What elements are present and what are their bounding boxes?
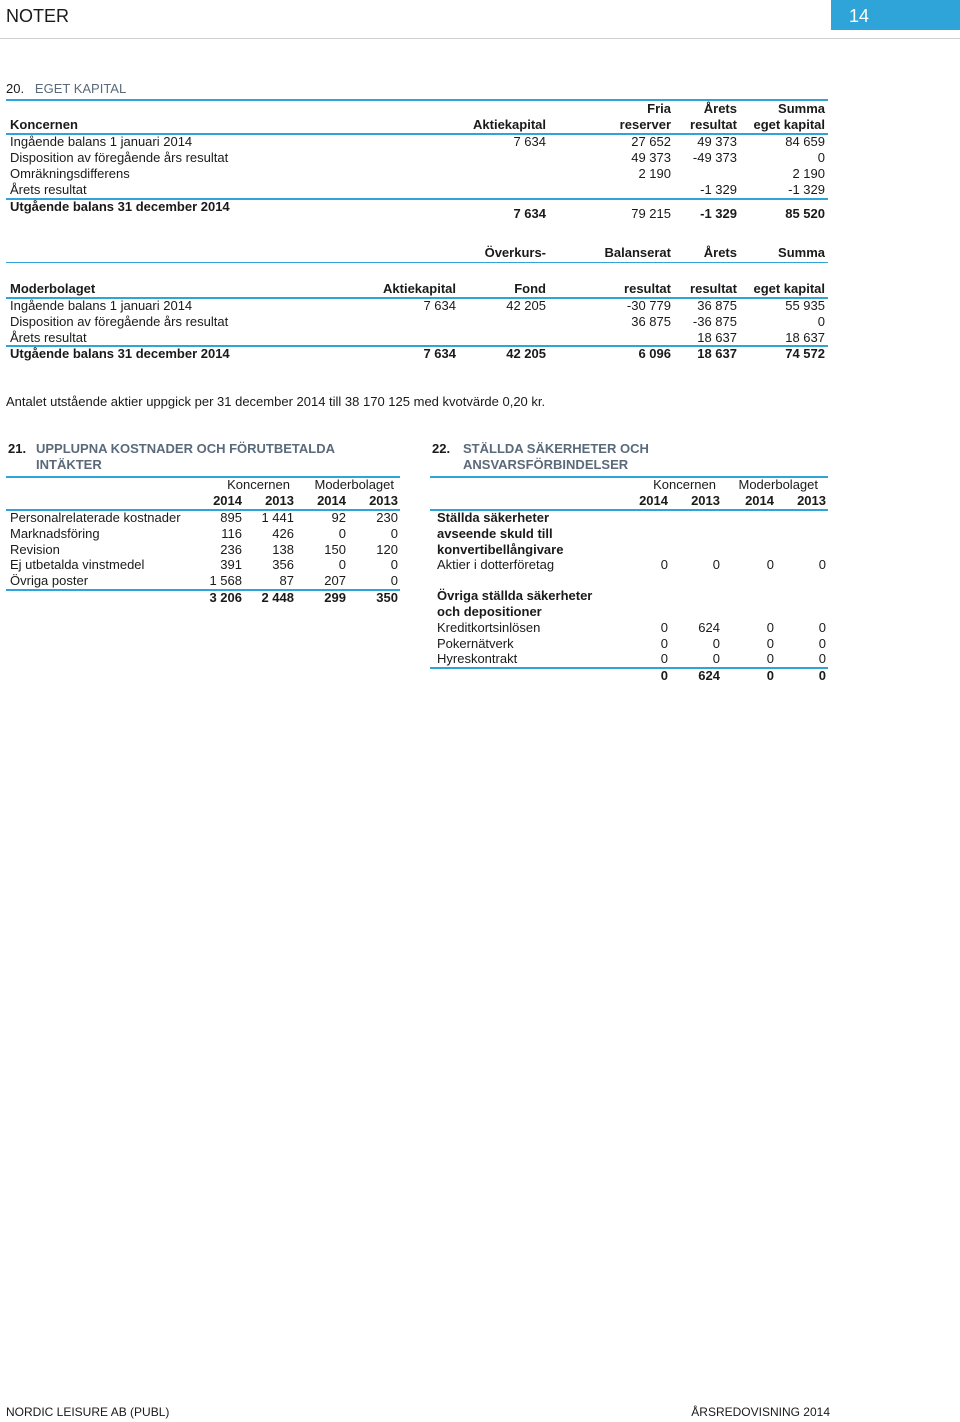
year-moderbolaget-2014: 2014: [745, 493, 774, 508]
cell-value: 0: [390, 573, 398, 588]
cell-aktiekapital: 7 634: [423, 298, 456, 313]
cell-value: 0: [712, 557, 720, 572]
total-fria-reserver: 79 215: [631, 206, 671, 221]
cell-summa: 55 935: [785, 298, 825, 313]
cell-value: 0: [818, 557, 826, 572]
footer-report: ÅRSREDOVISNING 2014: [691, 1405, 830, 1419]
cell-arets-resultat: 18 637: [697, 330, 737, 345]
row-label: Omräkningsdifferens: [10, 166, 130, 181]
note-20-number: 20.: [6, 81, 25, 96]
cell-value: 0: [818, 651, 826, 666]
footer-company: NORDIC LEISURE AB (PUBL): [6, 1405, 170, 1419]
total-aktiekapital: 7 634: [423, 346, 456, 361]
note-22-years-row: [430, 493, 850, 509]
total-balanserat-resultat: 6 096: [638, 346, 671, 361]
parent-col-balanserat-1: Balanserat: [604, 245, 671, 260]
cell-fria-reserver: 2 190: [638, 166, 671, 181]
subheading-line: Ställda säkerheter: [437, 510, 550, 525]
cell-summa: 84 659: [785, 134, 825, 149]
row-label: Årets resultat: [10, 330, 87, 345]
cell-summa: 0: [817, 314, 825, 329]
group-col-aktiekapital: Aktiekapital: [473, 117, 546, 132]
total-arets-resultat: 18 637: [697, 346, 737, 361]
cell-value: 0: [390, 526, 398, 541]
row-label: Disposition av föregående års resultat: [10, 150, 229, 165]
year-koncernen-2013: 2013: [691, 493, 720, 508]
cell-value: 0: [766, 651, 774, 666]
group-col-summa-2: eget kapital: [753, 117, 825, 132]
cell-summa: 18 637: [785, 330, 825, 345]
cell-value: 0: [766, 636, 774, 651]
total-value: 299: [324, 590, 346, 605]
year-moderbolaget-2013: 2013: [797, 493, 826, 508]
note-22-group-koncernen: Koncernen: [653, 477, 716, 492]
cell-arets-resultat: -1 329: [700, 182, 737, 197]
subheading-line: och depositioner: [437, 604, 542, 619]
group-table-label: Koncernen: [10, 117, 78, 132]
row-label: Kreditkortsinlösen: [437, 620, 541, 635]
table-row: [0, 510, 420, 526]
cell-value: 92: [331, 510, 346, 525]
parent-col-aktiekapital: Aktiekapital: [383, 281, 456, 296]
note-20-heading: EGET KAPITAL: [34, 81, 127, 96]
total-arets-resultat: -1 329: [700, 206, 737, 221]
cell-balanserat-resultat: -30 779: [626, 298, 671, 313]
year-moderbolaget-2014: 2014: [317, 493, 346, 508]
row-label: Aktier i dotterföretag: [437, 557, 555, 572]
row-label: Ej utbetalda vinstmedel: [10, 557, 145, 572]
row-label: Ingående balans 1 januari 2014: [10, 298, 193, 313]
cell-arets-resultat: 49 373: [697, 134, 737, 149]
total-value: 0: [660, 668, 668, 683]
total-aktiekapital: 7 634: [513, 206, 546, 221]
cell-value: 0: [338, 526, 346, 541]
year-koncernen-2014: 2014: [639, 493, 668, 508]
row-label: Hyreskontrakt: [437, 651, 518, 666]
note-22-heading-line1: STÄLLDA SÄKERHETER OCH: [463, 441, 649, 456]
cell-arets-resultat: -36 875: [692, 314, 737, 329]
total-summa: 85 520: [785, 206, 825, 221]
note-22-group-moderbolaget: Moderbolaget: [738, 477, 818, 492]
note-20-footnote: Antalet utstående aktier uppgick per 31 december 2014 till 38 170 125 med kvotvärde 0,20 kr.: [6, 394, 546, 409]
cell-value: 0: [818, 636, 826, 651]
page-number-box: [831, 0, 960, 30]
parent-col-summa-2: eget kapital: [753, 281, 825, 296]
note-20-title: [6, 81, 126, 96]
row-label: Revision: [10, 542, 60, 557]
parent-col-arets-1: Årets: [703, 245, 737, 260]
cell-balanserat-resultat: 36 875: [631, 314, 671, 329]
cell-arets-resultat: 36 875: [697, 298, 737, 313]
table-row: [0, 557, 420, 573]
cell-value: 391: [220, 557, 242, 572]
row-label: Utgående balans 31 december 2014: [10, 346, 230, 361]
group-col-fria-1: Fria: [647, 101, 671, 116]
year-moderbolaget-2013: 2013: [369, 493, 398, 508]
cell-value: 356: [272, 557, 294, 572]
total-summa: 74 572: [785, 346, 825, 361]
cell-value: 0: [660, 636, 668, 651]
parent-col-overkurs-1: Överkurs-: [484, 245, 546, 260]
cell-value: 0: [390, 557, 398, 572]
group-col-fria-2: reserver: [619, 117, 671, 132]
table-row: [430, 620, 850, 636]
total-row: [0, 206, 960, 222]
note-21-number: 21.: [8, 441, 27, 456]
table-row: [430, 557, 850, 573]
total-row: [0, 590, 420, 606]
table-row: [0, 182, 960, 198]
cell-value: 1 441: [261, 510, 294, 525]
cell-value: 138: [272, 542, 294, 557]
parent-col-arets-2: resultat: [690, 281, 737, 296]
subheading-line: Övriga ställda säkerheter: [437, 588, 593, 603]
cell-value: 0: [818, 620, 826, 635]
cell-value: 87: [279, 573, 294, 588]
total-overkursfond: 42 205: [506, 346, 546, 361]
cell-value: 0: [660, 557, 668, 572]
cell-value: 895: [220, 510, 242, 525]
note-21-heading-line2: INTÄKTER: [36, 457, 102, 472]
cell-value: 0: [766, 620, 774, 635]
cell-value: 0: [712, 636, 720, 651]
group-col-arets-1: Årets: [703, 101, 737, 116]
note-22-subheading-1: [437, 510, 563, 558]
parent-header-rule-top: [6, 262, 828, 263]
note-21-heading-line1: UPPLUPNA KOSTNADER OCH FÖRUTBETALDA: [36, 441, 335, 456]
table-row: [0, 542, 420, 558]
row-label: Pokernätverk: [437, 636, 514, 651]
table-row: [0, 330, 960, 346]
total-value: 0: [766, 668, 774, 683]
parent-col-balanserat-2: resultat: [624, 281, 671, 296]
note-22-number: 22.: [432, 441, 451, 456]
total-value: 2 448: [261, 590, 294, 605]
cell-fria-reserver: 49 373: [631, 150, 671, 165]
note-21-years-row: [0, 493, 420, 509]
table-row: [430, 651, 850, 667]
cell-aktiekapital: 7 634: [513, 134, 546, 149]
cell-value: 0: [712, 651, 720, 666]
row-label: Övriga poster: [10, 573, 89, 588]
cell-value: 1 568: [209, 573, 242, 588]
total-row: [430, 668, 850, 684]
table-row: [0, 150, 960, 166]
table-row: [0, 166, 960, 182]
parent-col-summa-1: Summa: [778, 245, 825, 260]
row-label: Personalrelaterade kostnader: [10, 510, 181, 525]
cell-value: 0: [766, 557, 774, 572]
total-row: [0, 346, 960, 362]
subheading-line: konvertibellångivare: [437, 542, 564, 557]
row-label: Ingående balans 1 januari 2014: [10, 134, 193, 149]
cell-value: 120: [376, 542, 398, 557]
cell-value: 0: [338, 557, 346, 572]
total-value: 624: [698, 668, 720, 683]
page-number: 14: [849, 6, 870, 26]
group-col-arets-2: resultat: [690, 117, 737, 132]
cell-overkursfond: 42 205: [506, 298, 546, 313]
note-21-group-moderbolaget: Moderbolaget: [314, 477, 394, 492]
cell-arets-resultat: -49 373: [692, 150, 737, 165]
group-total-label: Utgående balans 31 december 2014: [10, 199, 230, 214]
total-value: 3 206: [209, 590, 242, 605]
cell-value: 624: [698, 620, 720, 635]
cell-value: 0: [660, 651, 668, 666]
table-row: [0, 134, 960, 150]
cell-summa: -1 329: [788, 182, 825, 197]
note-22-heading-line2: ANSVARSFÖRBINDELSER: [463, 457, 629, 472]
header-divider: [0, 38, 960, 39]
year-koncernen-2014: 2014: [213, 493, 242, 508]
parent-table-label: Moderbolaget: [10, 281, 96, 296]
total-value: 0: [818, 668, 826, 683]
total-value: 350: [376, 590, 398, 605]
group-col-summa-1: Summa: [778, 101, 825, 116]
page-header-title: NOTER: [6, 6, 69, 26]
table-row: [0, 298, 960, 314]
cell-value: 116: [221, 526, 242, 541]
cell-summa: 0: [817, 150, 825, 165]
cell-value: 207: [324, 573, 346, 588]
row-label: Årets resultat: [10, 182, 87, 197]
cell-value: 150: [324, 542, 346, 557]
cell-summa: 2 190: [792, 166, 825, 181]
parent-col-overkurs-2: Fond: [514, 281, 546, 296]
table-row: [0, 573, 420, 589]
note-21-group-koncernen: Koncernen: [227, 477, 290, 492]
cell-value: 426: [272, 526, 294, 541]
row-label: Disposition av föregående års resultat: [10, 314, 229, 329]
table-row: [430, 636, 850, 652]
year-koncernen-2013: 2013: [265, 493, 294, 508]
table-row: [0, 314, 960, 330]
subheading-line: avseende skuld till: [437, 526, 553, 541]
cell-value: 0: [660, 620, 668, 635]
row-label: Marknadsföring: [10, 526, 100, 541]
cell-value: 230: [376, 510, 398, 525]
cell-value: 236: [220, 542, 242, 557]
table-row: [0, 526, 420, 542]
cell-fria-reserver: 27 652: [631, 134, 671, 149]
note-22-subheading-2: [437, 588, 592, 620]
